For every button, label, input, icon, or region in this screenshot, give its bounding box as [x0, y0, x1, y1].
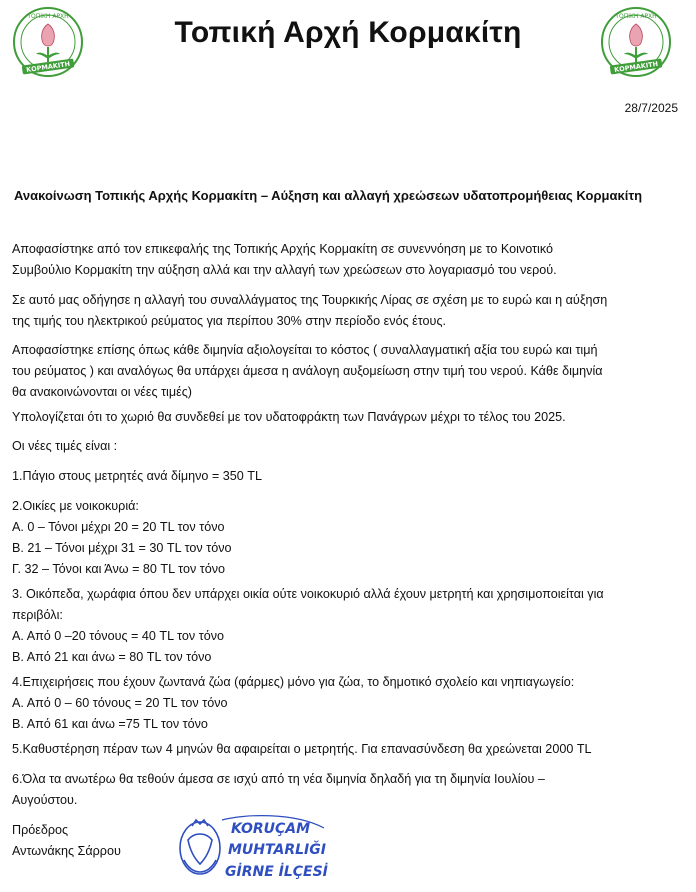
text-line: Υπολογίζεται ότι το χωριό θα συνδεθεί με τον υδατοφράκτη των Πανάγρων μέχρι το τέλος του 2025. [12, 410, 566, 424]
text-line: Β. Από 21 και άνω = 80 TL τον τόνο [12, 650, 212, 664]
text-line: Γ. 32 – Τόνοι και Άνω = 80 TL τον τόνο [12, 562, 226, 576]
text-line: Α. 0 – Τόνοι μέχρι 20 = 20 TL τον τόνο [12, 520, 225, 534]
date: 28/7/2025 [624, 101, 678, 115]
text-line: Αυγούστου. [12, 793, 78, 807]
paragraph-decision [12, 239, 557, 281]
item-effective-date [12, 769, 545, 811]
item-plots-fields [12, 584, 604, 668]
text-line: 2.Οικίες με νοικοκυριά: [12, 499, 139, 513]
text-line: 5.Καθυστέρηση πέραν των 4 μηνών θα αφαιρείται ο μετρητής. Για επανασύνδεση θα χρεώνεται 2000 TL [12, 742, 592, 756]
signer-title: Πρόεδρος [12, 823, 69, 837]
svg-text:ΚΟΡΜΑΚΙΤΗ: ΚΟΡΜΑΚΙΤΗ [613, 59, 659, 75]
item-businesses [12, 672, 574, 735]
item-late-payment [12, 739, 592, 760]
signature-block [12, 820, 121, 862]
page-title: Τοπική Αρχή Κορμακίτη [174, 16, 522, 49]
signer-name: Αντωνάκης Σάρρου [12, 844, 121, 858]
text-line: της τιμής του ηλεκτρικού ρεύματος για περίπου 30% στην περίοδο ενός έτους. [12, 314, 447, 328]
text-line: περιβόλι: [12, 608, 63, 622]
text-line: Οι νέες τιμές είναι : [12, 439, 118, 453]
text-line: 1.Πάγιο στους μετρητές ανά δίμηνο = 350 TL [12, 469, 262, 483]
paragraph-bimonthly-review [12, 340, 603, 403]
item-households [12, 496, 232, 580]
text-line: του ρεύματος ) και αναλόγως θα υπάρχει άμεσα η ανάλογη αυξομείωση στην τιμή του νερού. Κάθε διμηνία [12, 364, 603, 378]
paragraph-new-prices-intro [12, 436, 117, 457]
text-line: 3. Οικόπεδα, χωράφια όπου δεν υπάρχει οικία ούτε νοικοκυριό αλλά έχουν μετρητή και χρησιμοποιείται για [12, 587, 604, 601]
text-line: 4.Επιχειρήσεις που έχουν ζωντανά ζώα (φάρμες) μόνο για ζώα, το δημοτικό σχολείο και νηπιαγωγείο: [12, 675, 575, 689]
item-fixed-charge [12, 466, 262, 487]
paragraph-reason [12, 290, 607, 332]
text-line: θα ανακοινώνονται οι νέες τιμές) [12, 385, 192, 399]
svg-text:ΤΟΠΙΚΗ ΑΡΧΗ: ΤΟΠΙΚΗ ΑΡΧΗ [27, 13, 69, 20]
text-line: Συμβούλιο Κορμακίτη την αύξηση αλλά και την αλλαγή των χρεώσεων στο λογαριασμό του νερού. [12, 263, 557, 277]
svg-text:ΤΟΠΙΚΗ ΑΡΧΗ: ΤΟΠΙΚΗ ΑΡΧΗ [615, 13, 657, 20]
official-stamp [174, 810, 339, 884]
paragraph-dam-connection [12, 407, 566, 428]
text-line: Αποφασίστηκε επίσης όπως κάθε διμηνία αξιολογείται το κόστος ( συναλλαγματική αξία του ευρώ και τιμή [12, 343, 598, 357]
svg-text:KORUÇAM: KORUÇAM [231, 821, 311, 837]
svg-text:GİRNE İLÇESİ: GİRNE İLÇESİ [225, 864, 328, 880]
text-line: Β. 21 – Τόνοι μέχρι 31 = 30 TL τον τόνο [12, 541, 232, 555]
text-line: Α. Από 0 –20 τόνους = 40 TL τον τόνο [12, 629, 225, 643]
text-line: 6.Όλα τα ανωτέρω θα τεθούν άμεσα σε ισχύ από τη νέα διμηνία δηλαδή για τη διμηνία Ιουλίου – [12, 772, 545, 786]
text-line: Αποφασίστηκε από τον επικεφαλής της Τοπικής Αρχής Κορμακίτη σε συνεννόηση με το Κοινοτικό [12, 242, 553, 256]
announcement-subject: Ανακοίνωση Τοπικής Αρχής Κορμακίτη – Αύξηση και αλλαγή χρεώσεων υδατοπρομήθειας Κορμακίτη [14, 188, 643, 203]
text-line: Α. Από 0 – 60 τόνους = 20 TL τον τόνο [12, 696, 228, 710]
svg-text:ΚΟΡΜΑΚΙΤΗ: ΚΟΡΜΑΚΙΤΗ [25, 59, 71, 75]
text-line: Σε αυτό μας οδήγησε η αλλαγή του συναλλάγματος της Τουρκικής Λίρας σε σχέση με το ευρώ και η αύξηση [12, 293, 608, 307]
text-line: Β. Από 61 και άνω =75 TL τον τόνο [12, 717, 208, 731]
svg-text:MUHTARLIĞI: MUHTARLIĞI [228, 842, 326, 858]
